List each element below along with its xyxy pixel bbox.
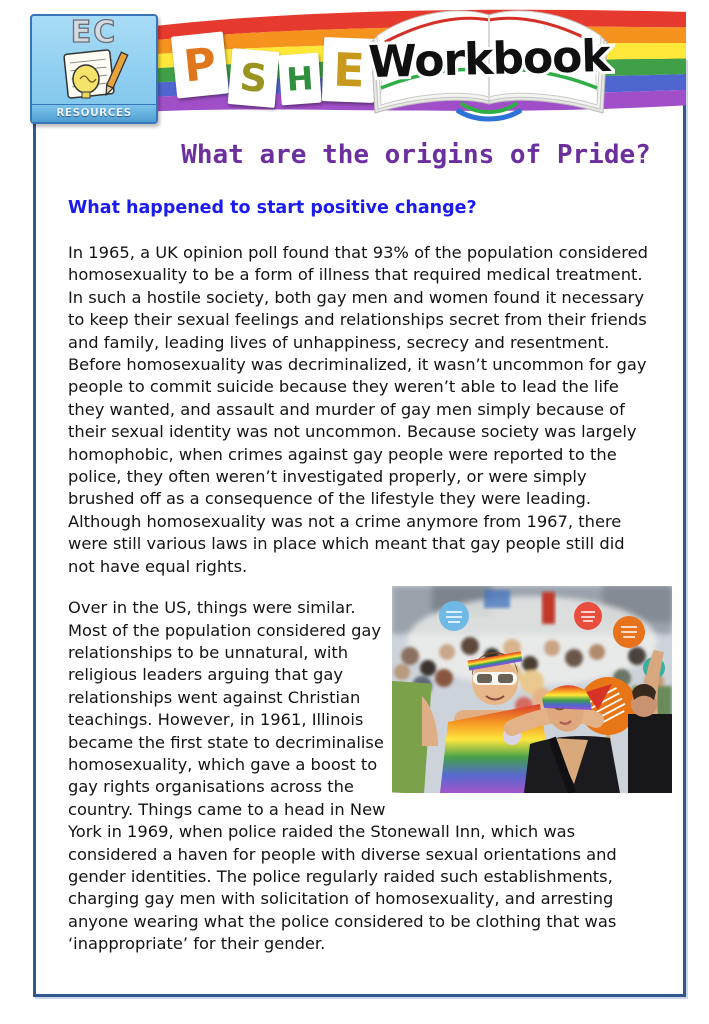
- ec-resources-logo: [30, 14, 158, 124]
- pshe-tile-h: [278, 53, 321, 106]
- logo-label: RESOURCES: [32, 104, 156, 122]
- page-content: [39, 128, 680, 956]
- pshe-letter: H: [285, 59, 315, 99]
- section-question: What happened to start positive change?: [68, 198, 477, 218]
- paragraph-us-history: Over in the US, things were similar. Most of the population considered gay relationships to be unnatural, with religious leaders arguing that gay relationships went against Christian teachings. However, in 1961, Illinois became the first state to decriminalise homosexuality, which gave a boost to gay rights organisations across the country. Things came to a head in New York in 1969, when police raided the Stonewall Inn, which was considered a haven for people with diverse sexual orientations and gender identities. The police regularly raided such establishments, charging gay men with solicitation of homosexuality, and arresting anyone wearing what the police considered to be clothing that was ‘inappropriate’ for their gender.: [68, 598, 617, 954]
- notepad-pencil-icon: [54, 48, 134, 100]
- pshe-logo: [170, 28, 385, 123]
- logo-initials: EC: [70, 15, 118, 50]
- pshe-tile-p: [171, 31, 229, 98]
- pshe-letter: E: [332, 42, 366, 98]
- workbook-book-graphic: [363, 0, 615, 122]
- paragraph-uk-history: In 1965, a UK opinion poll found that 93% of the population considered homosexuality to be a form of illness that required medical treatment. In such a hostile society, both gay men and women found it necessary to keep their sexual feelings and relationships secret from their friends and family, leading lives of unhappiness, secrecy and resentment. Before homosexuality was decriminalized, it wasn’t uncommon for gay people to commit suicide because they weren’t able to lead the life they wanted, and assault and murder of gay men simply because of their sexual identity was not uncommon. Because society was largely homophobic, when crimes against gay people were reported to the police, they often weren’t investigated properly, or were simply brushed off as a consequence of the lifestyle they were leading. Although homosexuality was not a crime anymore from 1967, there were still various laws in place which meant that gay people still did not have equal rights.: [68, 243, 648, 576]
- pshe-letter: S: [237, 54, 270, 102]
- pride-parade-photo-image: [392, 586, 672, 793]
- pride-parade-photo: [392, 586, 672, 793]
- header-banner: [0, 0, 709, 132]
- workbook-title: Workbook: [367, 30, 611, 89]
- paragraph-us-block: [68, 597, 654, 956]
- page-title: What are the origins of Pride?: [181, 140, 651, 170]
- pshe-letter: P: [181, 37, 219, 93]
- pshe-tile-s: [228, 48, 280, 108]
